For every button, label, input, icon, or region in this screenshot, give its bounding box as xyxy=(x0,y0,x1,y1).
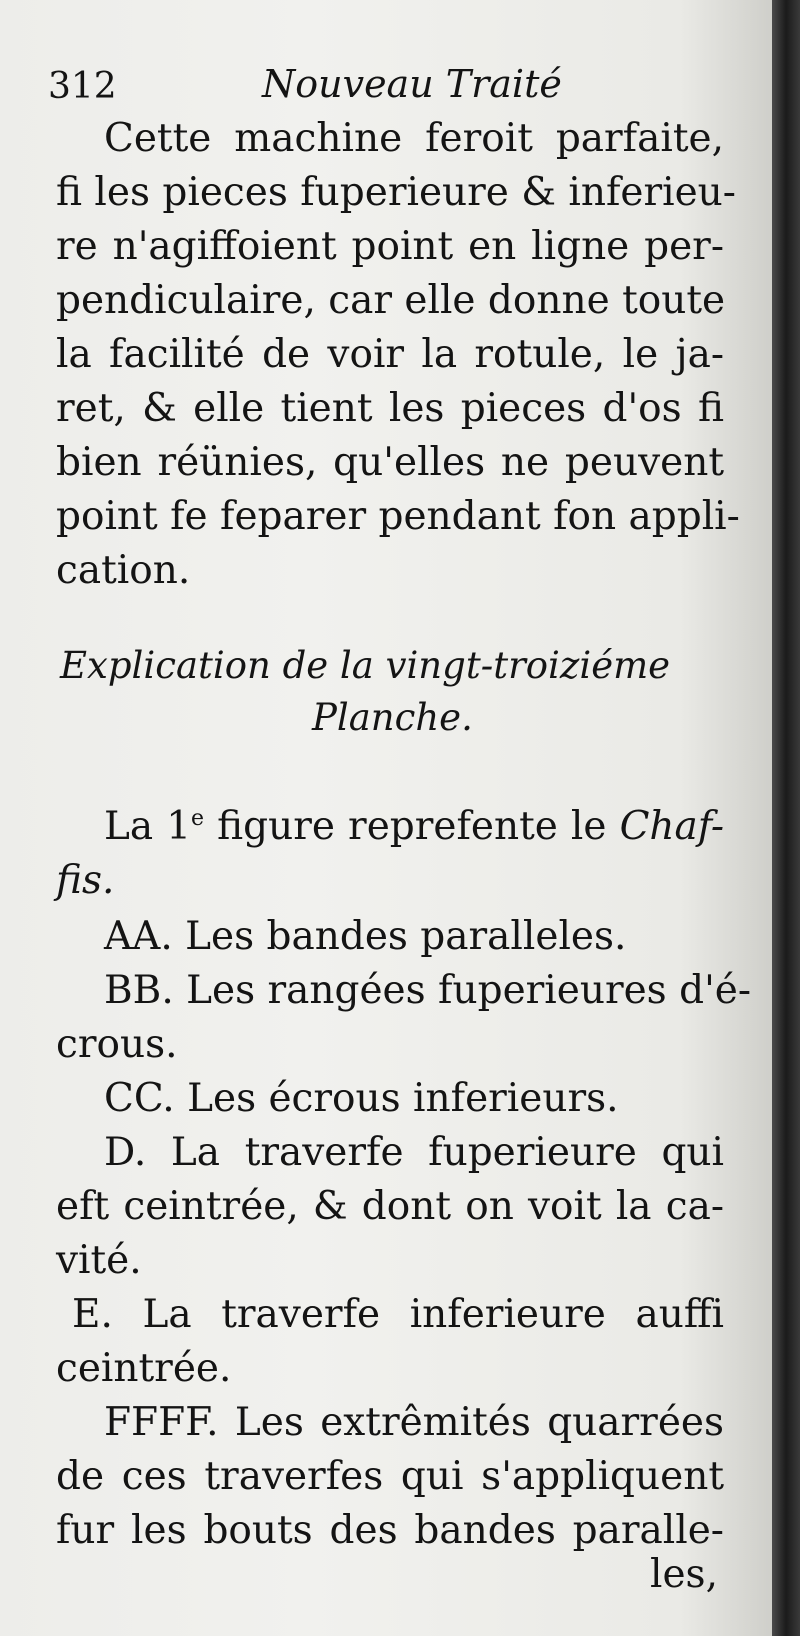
text-line: pendiculaire, car elle donne toute xyxy=(56,278,726,323)
legend-item: E. La traverfe inferieure auffi xyxy=(72,1292,724,1337)
catchword: les, xyxy=(650,1552,718,1597)
figure-text-italic: Chaf- xyxy=(619,804,724,849)
legend-item: CC. Les écrous inferieurs. xyxy=(104,1076,619,1121)
book-gutter xyxy=(772,0,800,1636)
figure-text: La 1 xyxy=(104,804,192,849)
text-line: point fe feparer pendant fon appli- xyxy=(56,494,740,539)
text-line: la facilité de voir la rotule, le ja- xyxy=(56,332,724,377)
legend-item: fur les bouts des bandes paralle- xyxy=(56,1508,724,1553)
text-line: bien réünies, qu'elles ne peuvent xyxy=(56,440,724,485)
legend-item: AA. Les bandes paralleles. xyxy=(104,914,627,959)
legend-item: de ces traverfes qui s'appliquent xyxy=(56,1454,724,1499)
legend-item: ceintrée. xyxy=(56,1346,232,1391)
legend-item: FFFF. Les extrêmités quarrées xyxy=(104,1400,724,1445)
legend-item: crous. xyxy=(56,1022,178,1067)
ordinal-superscript: e xyxy=(191,806,205,831)
figure-line: fis. xyxy=(56,858,115,903)
section-heading: Planche. xyxy=(312,696,473,739)
text-line: fi les pieces fuperieure & inferieu- xyxy=(56,170,736,215)
legend-item: vité. xyxy=(56,1238,142,1283)
text-line: cation. xyxy=(56,548,191,593)
section-heading: Explication de la vingt-troiziéme xyxy=(60,644,671,687)
text-line: ret, & elle tient les pieces d'os fi xyxy=(56,386,724,431)
page-number: 312 xyxy=(48,66,117,107)
figure-text: figure reprefente le xyxy=(204,804,620,849)
running-head: Nouveau Traité xyxy=(262,62,562,106)
figure-line xyxy=(104,800,724,854)
legend-item: BB. Les rangées fuperieures d'é- xyxy=(104,968,752,1013)
text-line: re n'agiffoient point en ligne per- xyxy=(56,224,724,269)
text-line: Cette machine feroit parfaite, xyxy=(104,116,724,161)
legend-item: eft ceintrée, & dont on voit la ca- xyxy=(56,1184,724,1229)
legend-item: D. La traverfe fuperieure qui xyxy=(104,1130,724,1175)
